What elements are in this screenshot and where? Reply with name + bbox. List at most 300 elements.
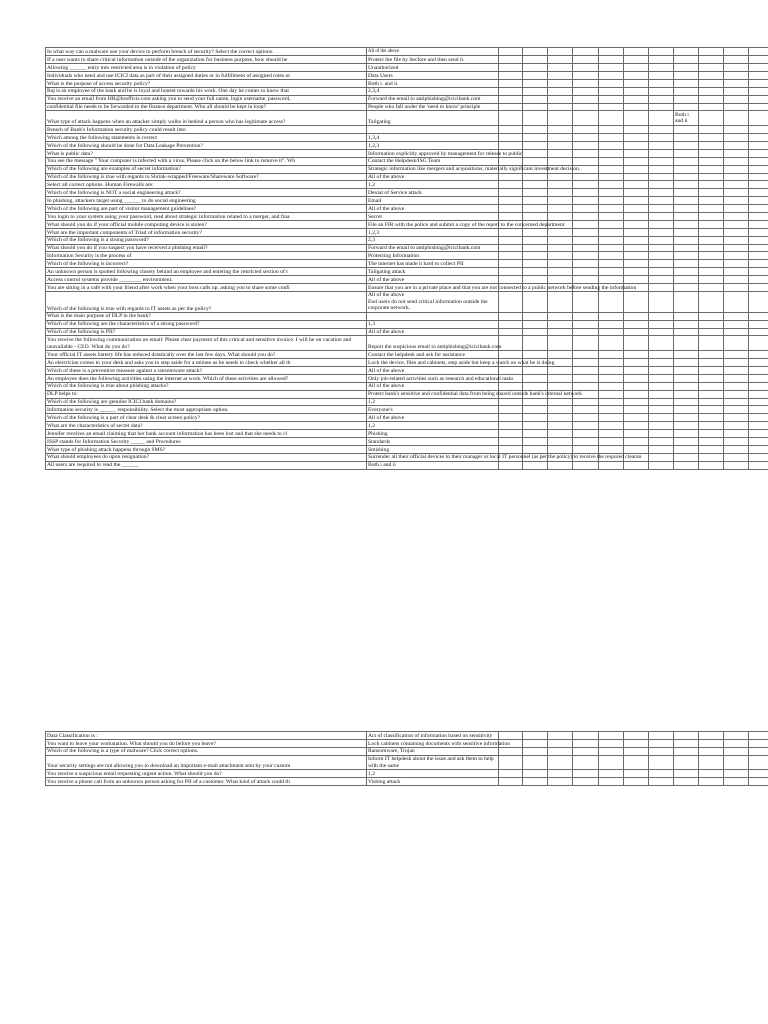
- empty-cell[interactable]: [573, 220, 599, 228]
- empty-cell[interactable]: [599, 732, 624, 740]
- empty-cell[interactable]: [499, 142, 523, 150]
- empty-cell[interactable]: [749, 276, 768, 284]
- question-cell[interactable]: If a user wants to share critical information outside of the organization for business purpose, how should he: [46, 56, 367, 64]
- empty-cell[interactable]: [649, 220, 674, 228]
- empty-cell[interactable]: [573, 445, 599, 453]
- empty-cell[interactable]: [548, 747, 573, 755]
- empty-cell[interactable]: [649, 320, 674, 328]
- empty-cell[interactable]: [724, 260, 749, 268]
- empty-cell[interactable]: [548, 328, 573, 336]
- empty-cell[interactable]: [699, 312, 724, 320]
- answer-cell[interactable]: [367, 149, 523, 157]
- empty-cell[interactable]: [624, 71, 649, 79]
- question-cell[interactable]: You receive a suspicious email requesting urgent action. What should you do?: [46, 770, 367, 778]
- answer-cell[interactable]: [367, 48, 499, 56]
- empty-cell[interactable]: [624, 437, 649, 445]
- empty-cell[interactable]: [599, 236, 624, 244]
- empty-cell[interactable]: [699, 739, 724, 747]
- empty-cell[interactable]: [573, 268, 599, 276]
- empty-cell[interactable]: [724, 461, 749, 469]
- empty-cell[interactable]: [599, 778, 624, 786]
- question-cell[interactable]: Which of the following is NOT a social engineering attack?: [46, 189, 367, 197]
- empty-cell[interactable]: [548, 445, 573, 453]
- empty-cell[interactable]: [674, 142, 699, 150]
- empty-cell[interactable]: [523, 268, 548, 276]
- empty-cell[interactable]: [749, 374, 768, 382]
- empty-cell[interactable]: [724, 398, 749, 406]
- answer-cell[interactable]: [367, 445, 499, 453]
- empty-cell[interactable]: [674, 165, 699, 173]
- empty-cell[interactable]: [523, 398, 548, 406]
- empty-cell[interactable]: [599, 149, 624, 157]
- empty-cell[interactable]: [523, 197, 548, 205]
- empty-cell[interactable]: [674, 320, 699, 328]
- empty-cell[interactable]: [499, 461, 523, 469]
- empty-cell[interactable]: [674, 56, 699, 64]
- empty-cell[interactable]: [649, 276, 674, 284]
- answer-cell[interactable]: [367, 398, 499, 406]
- empty-cell[interactable]: [699, 268, 724, 276]
- empty-cell[interactable]: [548, 79, 573, 87]
- empty-cell[interactable]: [599, 252, 624, 260]
- empty-cell[interactable]: [599, 244, 624, 252]
- answer-cell[interactable]: [367, 181, 499, 189]
- empty-cell[interactable]: [749, 189, 768, 197]
- question-cell[interactable]: Which of the following is a type of malware? Click correct options.: [46, 747, 367, 755]
- empty-cell[interactable]: [599, 173, 624, 181]
- empty-cell[interactable]: [699, 328, 724, 336]
- empty-cell[interactable]: [624, 189, 649, 197]
- empty-cell[interactable]: [523, 312, 548, 320]
- empty-cell[interactable]: [699, 770, 724, 778]
- question-cell[interactable]: What are the characteristics of secret data?: [46, 422, 367, 430]
- question-cell[interactable]: You want to leave your workstation. What should you do before you leave?: [46, 739, 367, 747]
- empty-cell[interactable]: [674, 437, 699, 445]
- question-cell[interactable]: Which of the following is true about phishing attacks?: [46, 382, 367, 390]
- empty-cell[interactable]: [599, 328, 624, 336]
- empty-cell[interactable]: [499, 56, 523, 64]
- empty-cell[interactable]: [699, 437, 724, 445]
- empty-cell[interactable]: [624, 461, 649, 469]
- empty-cell[interactable]: [724, 382, 749, 390]
- empty-cell[interactable]: [649, 56, 674, 64]
- empty-cell[interactable]: [749, 165, 768, 173]
- empty-cell[interactable]: [523, 437, 548, 445]
- question-cell[interactable]: An employee does the following activities using the internet at work. Which of these activities are allowed?: [46, 374, 367, 382]
- empty-cell[interactable]: [749, 414, 768, 422]
- answer-cell[interactable]: [367, 244, 499, 252]
- empty-cell[interactable]: [599, 189, 624, 197]
- empty-cell[interactable]: [499, 366, 523, 374]
- question-cell[interactable]: In phishing, attackers target using ______ to do social engineering: [46, 197, 367, 205]
- empty-cell[interactable]: [599, 291, 624, 312]
- empty-cell[interactable]: [724, 157, 749, 165]
- empty-cell[interactable]: [499, 95, 523, 103]
- note-cell[interactable]: Both i and ii: [674, 111, 699, 126]
- empty-cell[interactable]: [649, 213, 674, 221]
- empty-cell[interactable]: [573, 414, 599, 422]
- empty-cell[interactable]: [548, 87, 573, 95]
- empty-cell[interactable]: [624, 56, 649, 64]
- answer-cell[interactable]: [367, 71, 499, 79]
- empty-cell[interactable]: [573, 778, 599, 786]
- empty-cell[interactable]: [649, 453, 674, 461]
- question-cell[interactable]: Which of the following are examples of secret information?: [46, 165, 367, 173]
- question-cell[interactable]: Breach of Bank's Information security policy could result into: [46, 126, 367, 134]
- empty-cell[interactable]: [749, 111, 768, 126]
- empty-cell[interactable]: [624, 87, 649, 95]
- empty-cell[interactable]: [573, 359, 599, 367]
- empty-cell[interactable]: [573, 461, 599, 469]
- answer-cell[interactable]: [367, 134, 499, 142]
- empty-cell[interactable]: [724, 366, 749, 374]
- empty-cell[interactable]: [624, 236, 649, 244]
- question-cell[interactable]: DLP helps to:: [46, 390, 367, 398]
- question-cell[interactable]: You receive an email from HR@hrofficis.com asking you to send your full name, login username, password,: [46, 95, 367, 103]
- empty-cell[interactable]: [724, 437, 749, 445]
- empty-cell[interactable]: [599, 220, 624, 228]
- empty-cell[interactable]: [649, 189, 674, 197]
- empty-cell[interactable]: [724, 445, 749, 453]
- empty-cell[interactable]: [674, 181, 699, 189]
- empty-cell[interactable]: [599, 260, 624, 268]
- empty-cell[interactable]: [523, 252, 548, 260]
- empty-cell[interactable]: [573, 197, 599, 205]
- empty-cell[interactable]: [573, 276, 599, 284]
- answer-cell[interactable]: [367, 213, 499, 221]
- empty-cell[interactable]: [523, 328, 548, 336]
- empty-cell[interactable]: [699, 406, 724, 414]
- empty-cell[interactable]: [724, 149, 749, 157]
- empty-cell[interactable]: [573, 244, 599, 252]
- empty-cell[interactable]: [548, 111, 573, 126]
- empty-cell[interactable]: [749, 445, 768, 453]
- empty-cell[interactable]: [649, 336, 674, 351]
- empty-cell[interactable]: [599, 351, 624, 359]
- empty-cell[interactable]: [573, 336, 599, 351]
- question-cell[interactable]: All users are required to read the ______: [46, 461, 367, 469]
- empty-cell[interactable]: [749, 336, 768, 351]
- question-cell[interactable]: What type of phishing attack happens through SMS?: [46, 445, 367, 453]
- answer-cell[interactable]: [367, 236, 499, 244]
- empty-cell[interactable]: [624, 770, 649, 778]
- empty-cell[interactable]: [548, 213, 573, 221]
- empty-cell[interactable]: [499, 770, 523, 778]
- empty-cell[interactable]: [624, 64, 649, 72]
- empty-cell[interactable]: [573, 366, 599, 374]
- empty-cell[interactable]: [724, 213, 749, 221]
- empty-cell[interactable]: [548, 252, 573, 260]
- empty-cell[interactable]: [724, 328, 749, 336]
- empty-cell[interactable]: [499, 437, 523, 445]
- empty-cell[interactable]: [724, 430, 749, 438]
- empty-cell[interactable]: [573, 252, 599, 260]
- empty-cell[interactable]: [699, 260, 724, 268]
- empty-cell[interactable]: [599, 157, 624, 165]
- empty-cell[interactable]: [548, 244, 573, 252]
- empty-cell[interactable]: [573, 260, 599, 268]
- empty-cell[interactable]: [674, 252, 699, 260]
- empty-cell[interactable]: [573, 406, 599, 414]
- empty-cell[interactable]: [674, 213, 699, 221]
- empty-cell[interactable]: [599, 95, 624, 103]
- answer-cell[interactable]: [367, 291, 499, 312]
- empty-cell[interactable]: [523, 213, 548, 221]
- empty-cell[interactable]: [724, 739, 749, 747]
- empty-cell[interactable]: [499, 414, 523, 422]
- empty-cell[interactable]: [749, 320, 768, 328]
- empty-cell[interactable]: [548, 312, 573, 320]
- empty-cell[interactable]: [674, 71, 699, 79]
- empty-cell[interactable]: [573, 422, 599, 430]
- empty-cell[interactable]: [523, 320, 548, 328]
- empty-cell[interactable]: [649, 260, 674, 268]
- empty-cell[interactable]: [749, 142, 768, 150]
- empty-cell[interactable]: [699, 236, 724, 244]
- empty-cell[interactable]: [724, 111, 749, 126]
- empty-cell[interactable]: [674, 284, 699, 292]
- empty-cell[interactable]: [599, 445, 624, 453]
- empty-cell[interactable]: [724, 103, 749, 111]
- empty-cell[interactable]: [674, 220, 699, 228]
- empty-cell[interactable]: [749, 205, 768, 213]
- empty-cell[interactable]: [749, 244, 768, 252]
- empty-cell[interactable]: [674, 291, 699, 312]
- empty-cell[interactable]: [749, 213, 768, 221]
- empty-cell[interactable]: [724, 181, 749, 189]
- question-cell[interactable]: An unknown person is spotted following closely behind an employee and entering the restricted section of t: [46, 268, 367, 276]
- empty-cell[interactable]: [499, 445, 523, 453]
- answer-cell[interactable]: [367, 56, 499, 64]
- empty-cell[interactable]: [499, 382, 523, 390]
- empty-cell[interactable]: [724, 79, 749, 87]
- empty-cell[interactable]: [573, 236, 599, 244]
- question-cell[interactable]: Access control systems provide ________ environment.: [46, 276, 367, 284]
- empty-cell[interactable]: [599, 268, 624, 276]
- empty-cell[interactable]: [599, 181, 624, 189]
- empty-cell[interactable]: [674, 197, 699, 205]
- answer-cell[interactable]: [367, 220, 565, 228]
- empty-cell[interactable]: [749, 312, 768, 320]
- empty-cell[interactable]: [523, 79, 548, 87]
- empty-cell[interactable]: [499, 189, 523, 197]
- question-cell[interactable]: Your security settings are not allowing you to download an important e-mail attachment sent by your custom: [46, 755, 367, 770]
- answer-cell[interactable]: [367, 276, 499, 284]
- empty-cell[interactable]: [624, 366, 649, 374]
- empty-cell[interactable]: [699, 189, 724, 197]
- empty-cell[interactable]: [674, 336, 699, 351]
- empty-cell[interactable]: [649, 291, 674, 312]
- empty-cell[interactable]: [573, 79, 599, 87]
- empty-cell[interactable]: [624, 778, 649, 786]
- empty-cell[interactable]: [599, 126, 624, 134]
- question-cell[interactable]: What should you do if your official mobile computing device is stolen?: [46, 220, 367, 228]
- empty-cell[interactable]: [499, 778, 523, 786]
- empty-cell[interactable]: [749, 382, 768, 390]
- question-cell[interactable]: Which of the following is a part of clear desk & clear screen policy?: [46, 414, 367, 422]
- empty-cell[interactable]: [573, 291, 599, 312]
- empty-cell[interactable]: [724, 189, 749, 197]
- empty-cell[interactable]: [649, 430, 674, 438]
- empty-cell[interactable]: [523, 103, 548, 111]
- empty-cell[interactable]: [523, 732, 548, 740]
- empty-cell[interactable]: [749, 173, 768, 181]
- empty-cell[interactable]: [573, 87, 599, 95]
- empty-cell[interactable]: [674, 398, 699, 406]
- empty-cell[interactable]: [548, 336, 573, 351]
- empty-cell[interactable]: [749, 770, 768, 778]
- answer-cell[interactable]: [367, 747, 499, 755]
- answer-cell[interactable]: [367, 366, 499, 374]
- empty-cell[interactable]: [674, 328, 699, 336]
- answer-cell[interactable]: [367, 111, 499, 126]
- empty-cell[interactable]: [749, 56, 768, 64]
- empty-cell[interactable]: [548, 406, 573, 414]
- answer-cell[interactable]: [367, 87, 499, 95]
- empty-cell[interactable]: [624, 48, 649, 56]
- empty-cell[interactable]: [699, 461, 724, 469]
- empty-cell[interactable]: [599, 71, 624, 79]
- question-cell[interactable]: Which of the following should be done for Data Leakage Prevention?: [46, 142, 367, 150]
- empty-cell[interactable]: [573, 64, 599, 72]
- empty-cell[interactable]: [523, 228, 548, 236]
- empty-cell[interactable]: [649, 739, 674, 747]
- empty-cell[interactable]: [499, 213, 523, 221]
- empty-cell[interactable]: [599, 213, 624, 221]
- answer-cell[interactable]: [367, 268, 499, 276]
- empty-cell[interactable]: [599, 366, 624, 374]
- empty-cell[interactable]: [573, 157, 599, 165]
- empty-cell[interactable]: [699, 747, 724, 755]
- empty-cell[interactable]: [674, 382, 699, 390]
- empty-cell[interactable]: [649, 71, 674, 79]
- empty-cell[interactable]: [599, 197, 624, 205]
- empty-cell[interactable]: [599, 430, 624, 438]
- question-cell[interactable]: Which among the following statements is correct: [46, 134, 367, 142]
- answer-cell[interactable]: [367, 778, 499, 786]
- empty-cell[interactable]: [724, 220, 749, 228]
- empty-cell[interactable]: [624, 213, 649, 221]
- empty-cell[interactable]: [624, 205, 649, 213]
- empty-cell[interactable]: [649, 95, 674, 103]
- empty-cell[interactable]: [624, 351, 649, 359]
- empty-cell[interactable]: [573, 134, 599, 142]
- empty-cell[interactable]: [624, 252, 649, 260]
- empty-cell[interactable]: [499, 252, 523, 260]
- empty-cell[interactable]: [599, 103, 624, 111]
- empty-cell[interactable]: [523, 366, 548, 374]
- empty-cell[interactable]: [523, 48, 548, 56]
- empty-cell[interactable]: [674, 103, 699, 111]
- answer-cell[interactable]: [367, 739, 510, 747]
- answer-cell[interactable]: [367, 205, 499, 213]
- empty-cell[interactable]: [649, 205, 674, 213]
- empty-cell[interactable]: [548, 430, 573, 438]
- empty-cell[interactable]: [523, 406, 548, 414]
- empty-cell[interactable]: [523, 126, 548, 134]
- empty-cell[interactable]: [699, 71, 724, 79]
- empty-cell[interactable]: [724, 284, 749, 292]
- empty-cell[interactable]: [523, 71, 548, 79]
- empty-cell[interactable]: [499, 79, 523, 87]
- empty-cell[interactable]: [599, 336, 624, 351]
- empty-cell[interactable]: [674, 366, 699, 374]
- empty-cell[interactable]: [548, 732, 573, 740]
- empty-cell[interactable]: [699, 220, 724, 228]
- empty-cell[interactable]: [573, 228, 599, 236]
- empty-cell[interactable]: [724, 95, 749, 103]
- answer-cell[interactable]: [367, 284, 637, 292]
- empty-cell[interactable]: [699, 48, 724, 56]
- empty-cell[interactable]: [573, 374, 599, 382]
- empty-cell[interactable]: [699, 414, 724, 422]
- empty-cell[interactable]: [624, 739, 649, 747]
- empty-cell[interactable]: [749, 422, 768, 430]
- empty-cell[interactable]: [523, 157, 548, 165]
- empty-cell[interactable]: [699, 276, 724, 284]
- empty-cell[interactable]: [674, 461, 699, 469]
- empty-cell[interactable]: [599, 374, 624, 382]
- empty-cell[interactable]: [548, 236, 573, 244]
- empty-cell[interactable]: [749, 252, 768, 260]
- empty-cell[interactable]: [599, 276, 624, 284]
- empty-cell[interactable]: [499, 747, 523, 755]
- answer-cell[interactable]: [367, 228, 499, 236]
- empty-cell[interactable]: [674, 739, 699, 747]
- empty-cell[interactable]: [499, 312, 523, 320]
- answer-cell[interactable]: [367, 755, 499, 770]
- empty-cell[interactable]: [749, 197, 768, 205]
- empty-cell[interactable]: [699, 422, 724, 430]
- empty-cell[interactable]: [548, 197, 573, 205]
- empty-cell[interactable]: [599, 461, 624, 469]
- empty-cell[interactable]: [548, 205, 573, 213]
- answer-cell[interactable]: [367, 64, 499, 72]
- empty-cell[interactable]: [649, 268, 674, 276]
- empty-cell[interactable]: [724, 228, 749, 236]
- empty-cell[interactable]: [499, 268, 523, 276]
- empty-cell[interactable]: [649, 64, 674, 72]
- empty-cell[interactable]: [599, 770, 624, 778]
- empty-cell[interactable]: [649, 390, 674, 398]
- empty-cell[interactable]: [548, 320, 573, 328]
- empty-cell[interactable]: [699, 228, 724, 236]
- empty-cell[interactable]: [674, 189, 699, 197]
- empty-cell[interactable]: [749, 181, 768, 189]
- empty-cell[interactable]: [699, 755, 724, 770]
- empty-cell[interactable]: [649, 422, 674, 430]
- empty-cell[interactable]: [649, 149, 674, 157]
- empty-cell[interactable]: [548, 268, 573, 276]
- empty-cell[interactable]: [624, 320, 649, 328]
- empty-cell[interactable]: [749, 48, 768, 56]
- empty-cell[interactable]: [674, 755, 699, 770]
- answer-cell[interactable]: [367, 157, 499, 165]
- empty-cell[interactable]: [499, 71, 523, 79]
- empty-cell[interactable]: [599, 382, 624, 390]
- answer-cell[interactable]: [367, 374, 514, 382]
- empty-cell[interactable]: [548, 739, 573, 747]
- empty-cell[interactable]: [724, 390, 749, 398]
- empty-cell[interactable]: [624, 747, 649, 755]
- empty-cell[interactable]: [649, 197, 674, 205]
- empty-cell[interactable]: [674, 228, 699, 236]
- empty-cell[interactable]: [649, 778, 674, 786]
- empty-cell[interactable]: [674, 205, 699, 213]
- question-cell[interactable]: Individuals who need and use ICICI data as part of their assigned duties or in fulfillment of assigned roles or: [46, 71, 367, 79]
- empty-cell[interactable]: [724, 453, 749, 461]
- empty-cell[interactable]: [699, 453, 724, 461]
